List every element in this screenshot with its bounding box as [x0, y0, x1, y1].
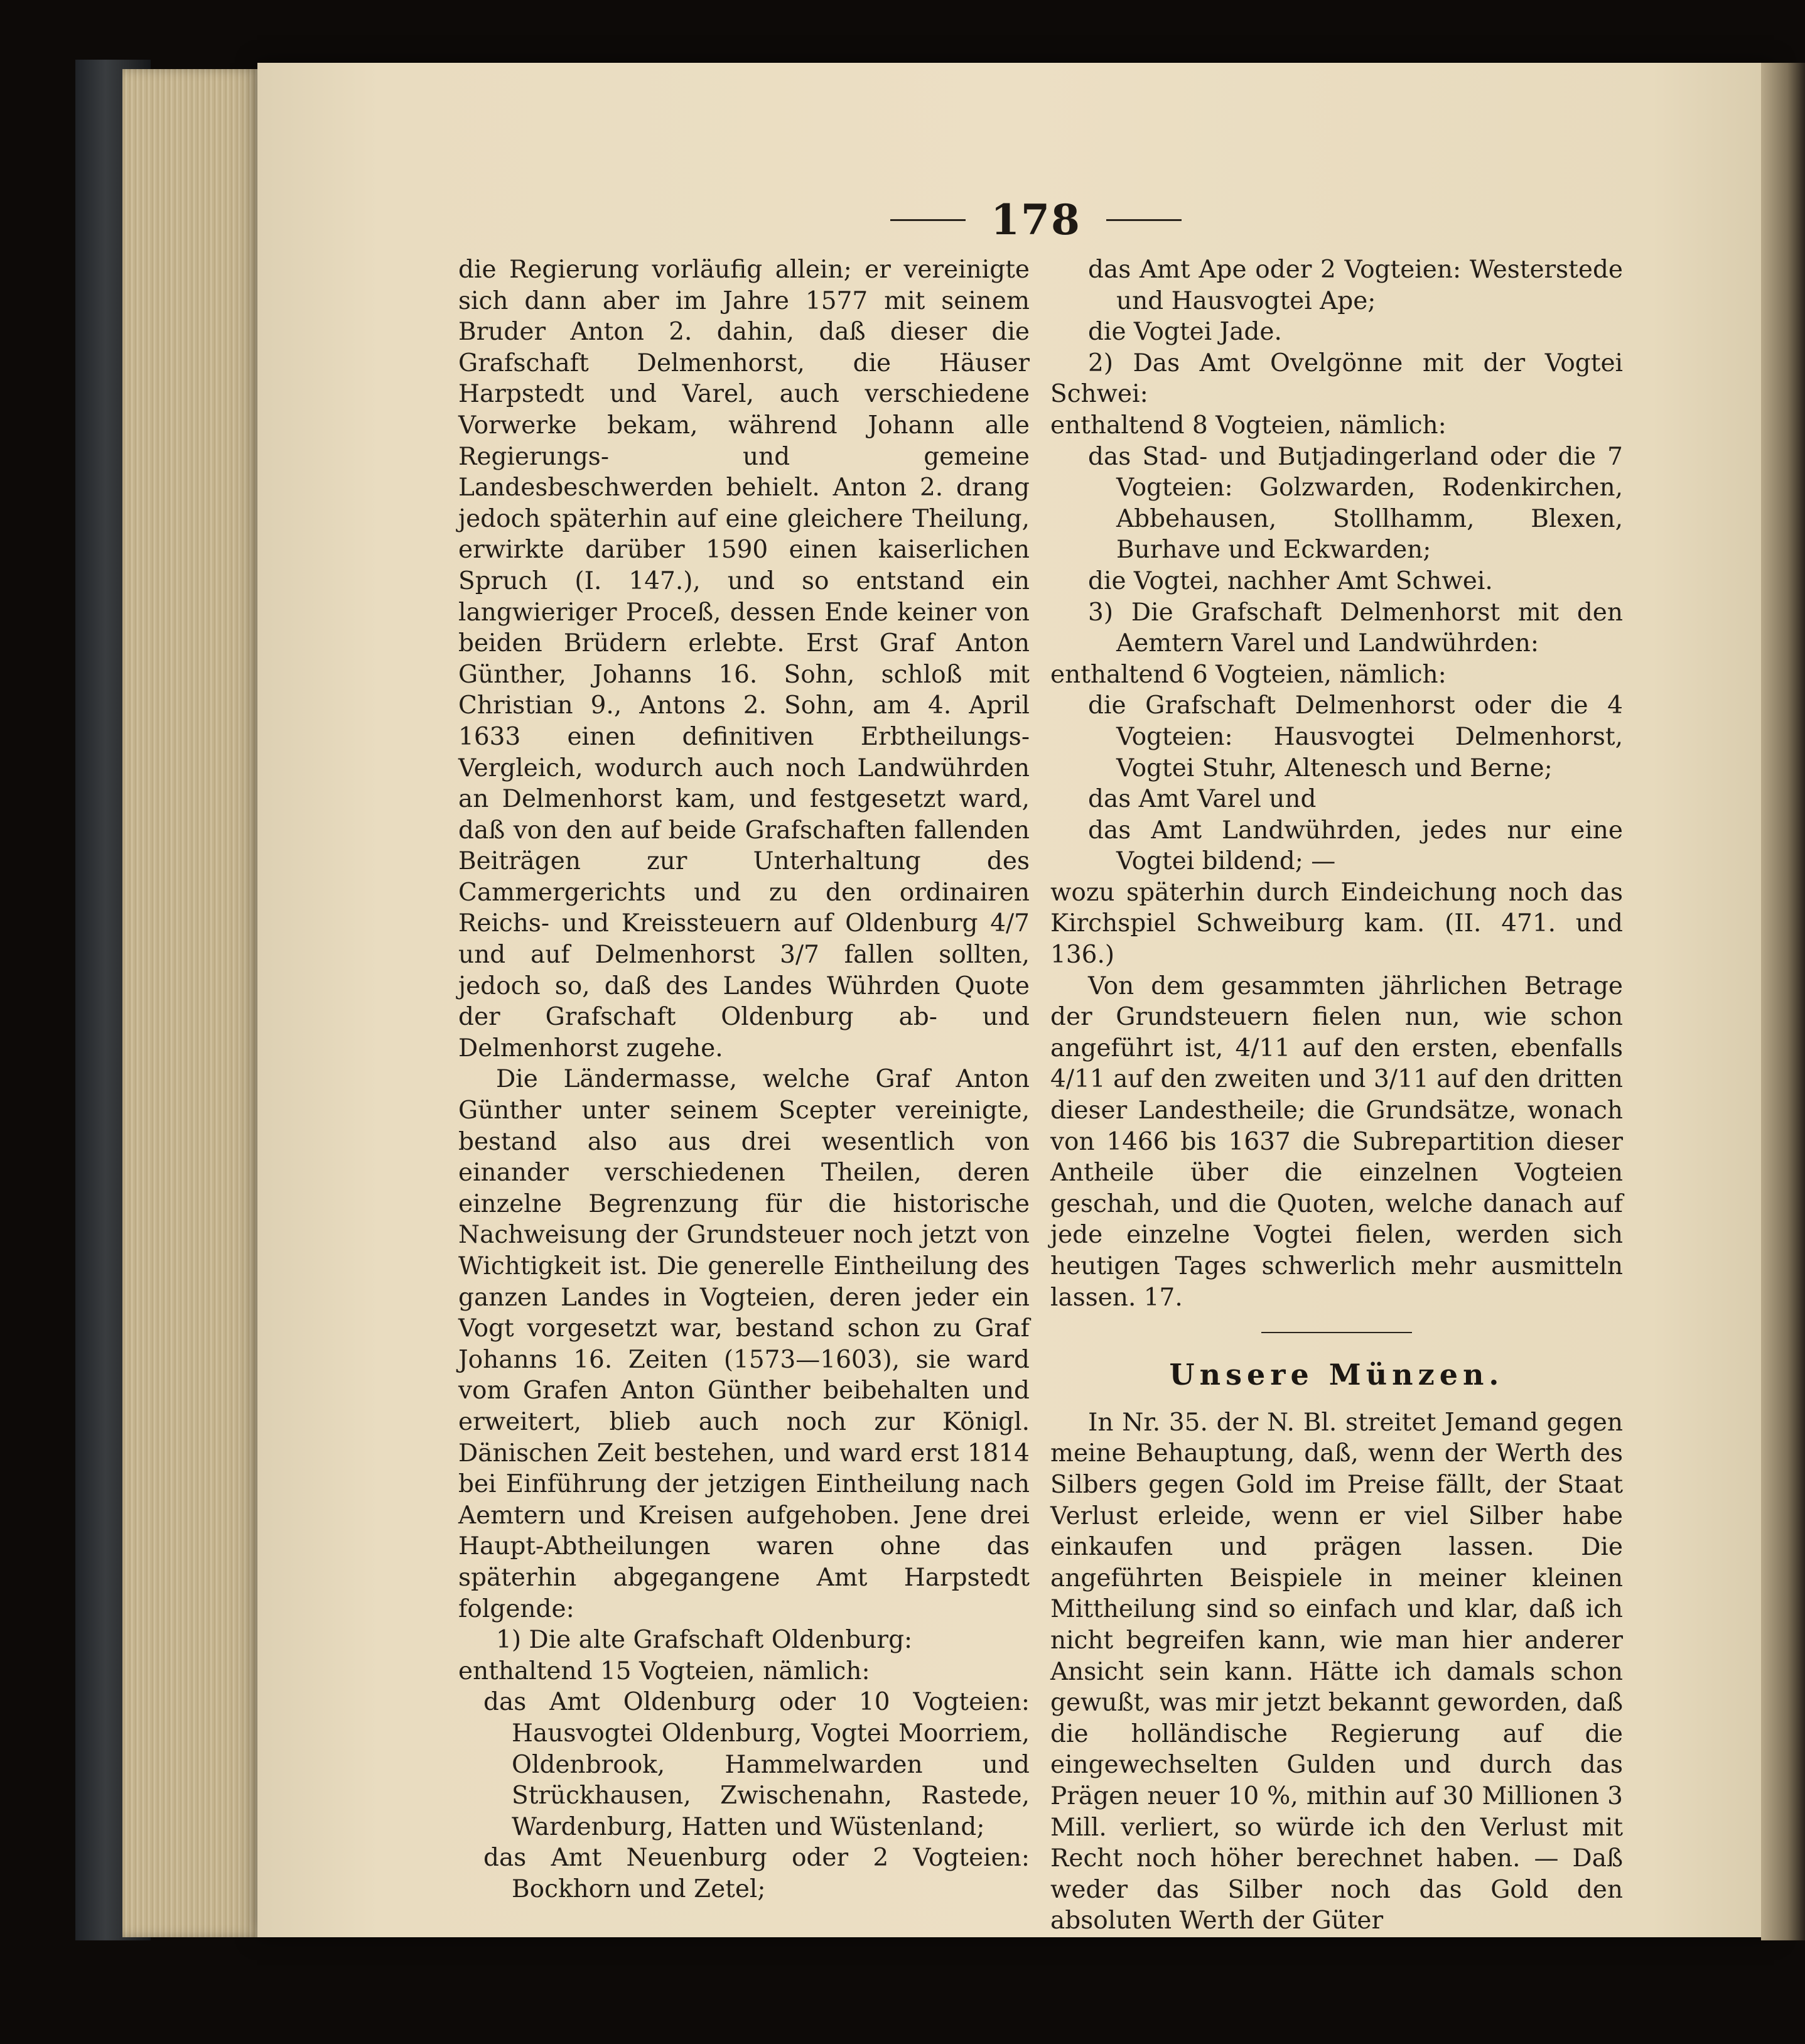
paragraph: das Amt Varel und: [1088, 785, 1317, 814]
paragraph: wozu späterhin durch Eindeichung noch das Kirchspiel Schweiburg kam. (II. 471. und 136.): [1050, 878, 1623, 970]
paragraph: die Regierung vorläufig allein; er vereinigte sich dann aber im Jahre 1577 mit seinem Bruder Anton 2. dahin, daß dieser die Grafschaft Delmenhorst, die Häuser Harpstedt und Varel, auch verschiedene Vorwerke bekam, während Johann alle Regierungs- und gemeine Landesbeschwerden behielt. Anton 2. drang jedoch späterhin auf eine gleichere Theilung, erwirkte darüber 1590 einen kaiserlichen Spruch (I. 147.), und so entstand ein langwieriger Proceß, dessen Ende keiner von beiden Brüdern erlebte. Erst Graf Anton Günther, Johanns 16. Sohn, schloß mit Christian 9., Antons 2. Sohn, am 4. April 1633 einen definitiven Erbtheilungs-Vergleich, wodurch auch noch Landwührden an Delmenhorst kam, und festgesetzt ward, daß von den auf beide Grafschaften fallenden Beiträgen zur Unterhaltung des Cammergerichts und zu den ordinairen Reichs- und Kreissteuern auf Oldenburg 4/7 und auf Delmenhorst 3/7 fallen sollten, jedoch so, daß des Landes Wührden Quote der Grafschaft Oldenburg ab- und Delmenhorst zugehe.: [458, 256, 1030, 1063]
page-stack-edge: [122, 69, 267, 1937]
paragraph: das Amt Neuenburg oder 2 Vogteien: Bockhorn und Zetel;: [483, 1844, 1030, 1903]
section-title: Unsere Münzen.: [1169, 1358, 1504, 1392]
paragraph: die Grafschaft Delmenhorst oder die 4 Vogteien: Hausvogtei Delmenhorst, Vogtei Stuhr, Altenesch und Berne;: [1088, 691, 1623, 782]
paragraph: das Amt Ape oder 2 Vogteien: Westerstede und Hausvogtei Ape;: [1088, 256, 1623, 315]
paragraph: die Vogtei, nachher Amt Schwei.: [1088, 566, 1493, 595]
paragraph: das Amt Landwührden, jedes nur eine Vogtei bildend; —: [1088, 816, 1623, 876]
header-rule-left: [890, 219, 966, 221]
header-rule-right: [1106, 219, 1182, 221]
page-header: [876, 192, 1196, 248]
paragraph: das Stad- und Butjadingerland oder die 7 Vogteien: Golzwarden, Rodenkirchen, Abbehausen, Stollhamm, Blexen, Burhave und Eckwarden;: [1088, 442, 1623, 565]
paragraph: das Amt Oldenburg oder 10 Vogteien: Hausvogtei Oldenburg, Vogtei Moorriem, Oldenbrook, Hammelwarden und Strückhausen, Zwischenahn, Rastede, Wardenburg, Hatten und Wüstenland;: [483, 1688, 1030, 1841]
paragraph: Von dem gesammten jährlichen Betrage der Grundsteuern fielen nun, wie schon angeführt ist, 4/11 auf den ersten, ebenfalls 4/11 auf den zweiten und 3/11 auf den dritten dieser Landestheile; die Grundsätze, wonach von 1466 bis 1637 die Subrepartition dieser Antheile über die einzelnen Vogteien geschah, und die Quoten, welche danach auf jede einzelne Vogtei fielen, werden sich heutigen Tages schwerlich mehr ausmitteln lassen. 17.: [1050, 971, 1623, 1312]
paragraph: enthaltend 6 Vogteien, nämlich:: [1050, 660, 1447, 689]
paragraph: enthaltend 15 Vogteien, nämlich:: [458, 1657, 870, 1685]
next-page-edge: [1761, 63, 1805, 1940]
paragraph: 2) Das Amt Ovelgönne mit der Vogtei Schwei:: [1050, 349, 1623, 409]
paragraph: Die Ländermasse, welche Graf Anton Günther unter seinem Scepter vereinigte, bestand also aus drei wesentlich von einander verschiedenen Theilen, deren einzelne Begrenzung für die historische Nachweisung der Grundsteuer noch jetzt von Wichtigkeit ist. Die generelle Eintheilung des ganzen Landes in Vogteien, deren jeder ein Vogt vorgesetzt war, bestand schon zu Graf Johanns 16. Zeiten (1573—1603), sie ward vom Grafen Anton Günther beibehalten und erweitert, blieb auch noch zur Königl. Dänischen Zeit bestehen, und ward erst 1814 bei Einführung der jetzigen Eintheilung nach Aemtern und Kreisen aufgehoben. Jene drei Haupt-Abtheilungen waren ohne das späterhin abgegangene Amt Harpstedt folgende:: [458, 1065, 1030, 1623]
paragraph: enthaltend 8 Vogteien, nämlich:: [1050, 411, 1447, 440]
page-number: 178: [991, 195, 1081, 244]
paragraph: In Nr. 35. der N. Bl. streitet Jemand gegen meine Behauptung, daß, wenn der Werth des Silbers gegen Gold im Preise fällt, der Staat Verlust erleide, wenn er viel Silber habe einkaufen und prägen lassen. Die angeführten Beispiele in meiner kleinen Mittheilung sind so einfach und klar, daß ich nicht begreifen kann, wie man hier anderer Ansicht sein kann. Hätte ich damals schon gewußt, was mir jetzt bekannt geworden, daß die holländische Regierung auf die eingewechselten Gulden und durch das Prägen neuer 10 %, mithin auf 30 Millionen 3 Mill. verliert, so würde ich den Verlust mit Recht noch höher berechnet haben. — Daß weder das Silber noch das Gold den absoluten Werth der Güter: [1050, 1408, 1623, 1935]
paragraph: die Vogtei Jade.: [1088, 318, 1282, 347]
left-column: [458, 254, 1030, 1905]
right-column: [1050, 254, 1623, 1937]
section-divider: [1261, 1332, 1412, 1333]
paragraph: 1) Die alte Grafschaft Oldenburg:: [496, 1626, 913, 1655]
paragraph: 3) Die Grafschaft Delmenhorst mit den Aemtern Varel und Landwührden:: [1088, 598, 1623, 658]
